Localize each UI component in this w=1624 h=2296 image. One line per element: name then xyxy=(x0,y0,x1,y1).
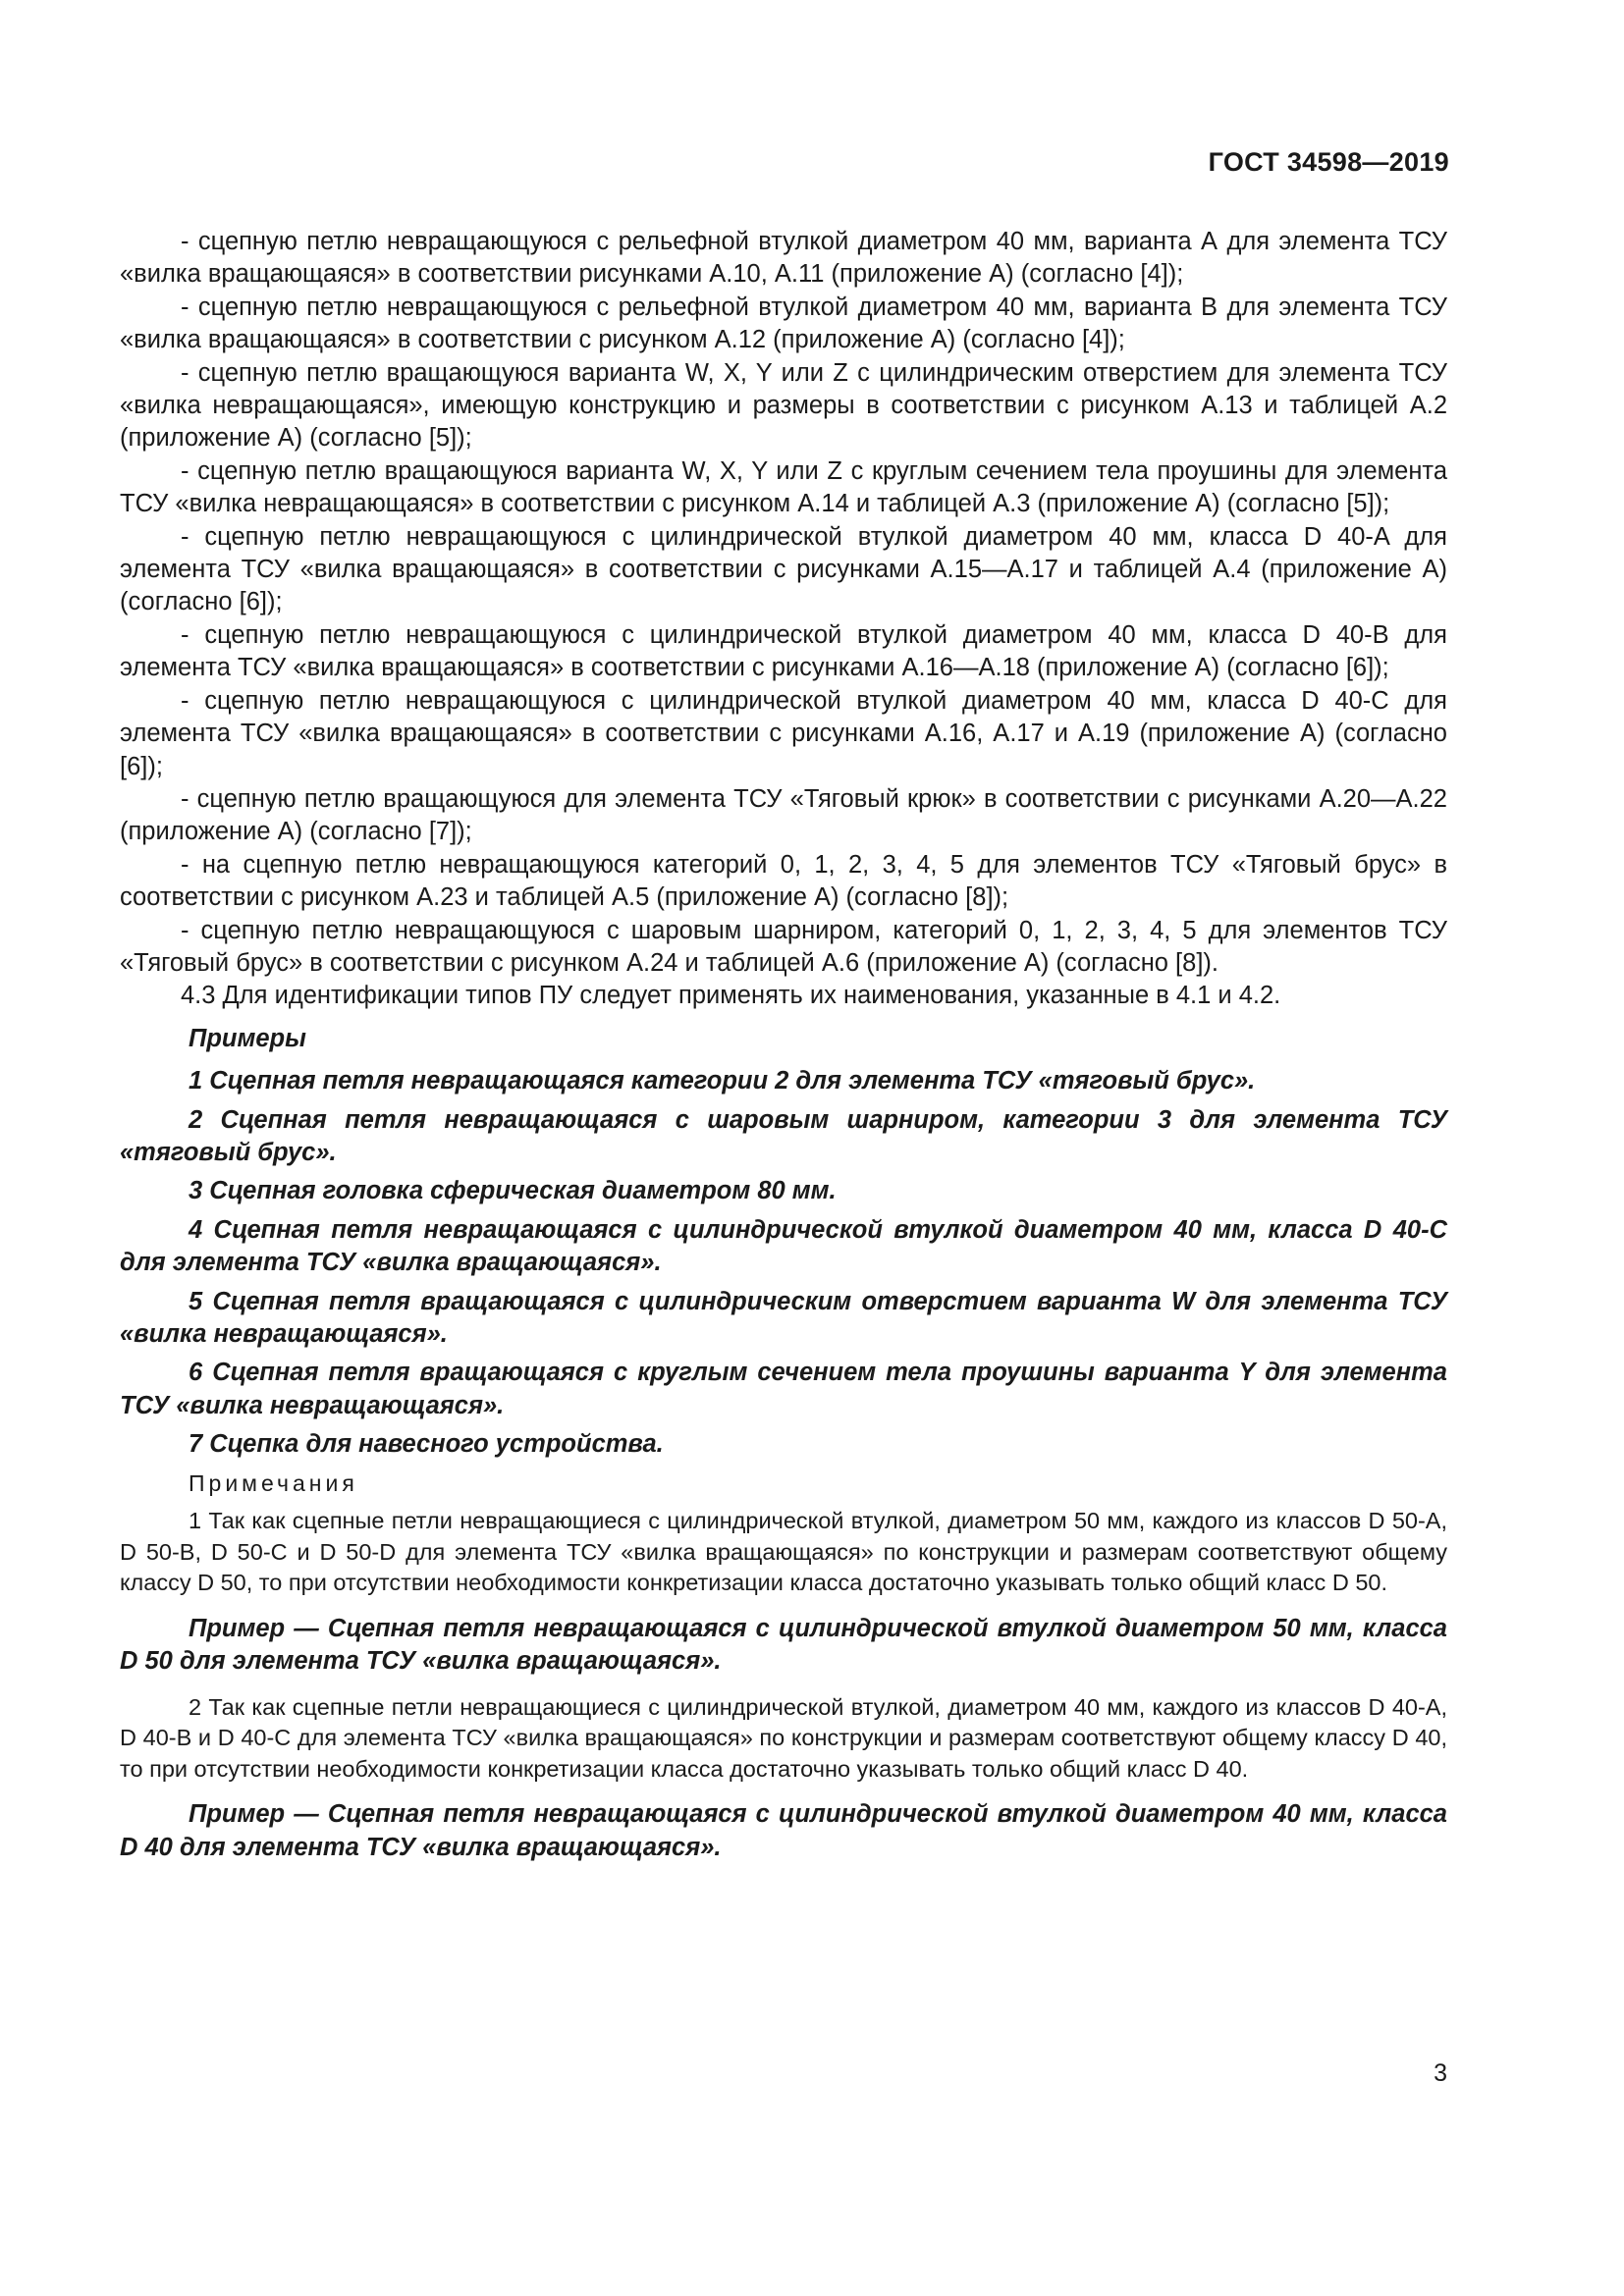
spacer xyxy=(120,1013,1447,1023)
example-item: 6 Сцепная петля вращающаяся с круглым сечением тела проушины варианта Y для элемента ТСУ «вилка невращающаяся». xyxy=(120,1359,1447,1419)
example-item: 7 Сцепка для навесного устройства. xyxy=(189,1430,664,1459)
list-item: - на сцепную петлю невращающуюся категорий 0, 1, 2, 3, 4, 5 для элементов ТСУ «Тяговый брус» в соответствии с рисунком А.23 и таблицей А.5 (приложение А) (согласно [8]); xyxy=(120,850,1447,912)
note-2: 2 Так как сцепные петли невращающиеся с цилиндрической втулкой, диаметром 40 мм, каждого из классов D 40-A, D 40-B и D 40-C для элемента ТСУ «вилка вращающаяся» по конструкции и размерам соответствуют общему классу D 40, то при отсутствии необходимости конкретизации класса достаточно указывать только общий класс D 40. xyxy=(120,1693,1447,1782)
note-2-example: Пример — Сцепная петля невращающаяся с цилиндрической втулкой диаметром 40 мм, класса D 40 для элемента ТСУ «вилка вращающаяся». xyxy=(120,1800,1447,1861)
page-number: 3 xyxy=(1434,2059,1447,2087)
example-item: 1 Сцепная петля невращающаяся категории 2 для элемента ТСУ «тяговый брус». xyxy=(189,1067,1256,1095)
note-1: 1 Так как сцепные петли невращающиеся с цилиндрической втулкой, диаметром 50 мм, каждого из классов D 50-A, D 50-B, D 50-C и D 50-D для элемента ТСУ «вилка вращающаяся» по конструкции и размерам соответствуют общему классу D 50, то при отсутствии необходимости конкретизации класса достаточно указывать только общий класс D 50. xyxy=(120,1508,1447,1596)
list-item: - сцепную петлю невращающуюся с шаровым шарниром, категорий 0, 1, 2, 3, 4, 5 для элементов ТСУ «Тяговый брус» в соответствии с рисунком А.24 и таблицей А.6 (приложение А) (согласно [8]). xyxy=(120,916,1447,977)
notes-heading: Примечания xyxy=(189,1469,358,1496)
clause-4-3: 4.3 Для идентификации типов ПУ следует применять их наименования, указанные в 4.1 и 4.2. xyxy=(181,982,1281,1010)
list-item: - сцепную петлю вращающуюся для элемента ТСУ «Тяговый крюк» в соответствии с рисунками А.20—А.22 (приложение А) (согласно [7]); xyxy=(120,784,1447,846)
example-item: 4 Сцепная петля невращающаяся с цилиндрической втулкой диаметром 40 мм, класса D 40-С для элемента ТСУ «вилка вращающаяся». xyxy=(120,1215,1447,1277)
document-body xyxy=(120,226,1447,1878)
list-item: - сцепную петлю невращающуюся с цилиндрической втулкой диаметром 40 мм, класса D 40-C для элемента ТСУ «вилка вращающаяся» в соответствии с рисунками А.16, А.17 и А.19 (приложение А) (согласно [6]); xyxy=(120,686,1447,780)
list-item: - сцепную петлю невращающуюся с цилиндрической втулкой диаметром 40 мм, класса D 40-A для элемента ТСУ «вилка вращающаяся» в соответствии с рисунками А.15—А.17 и таблицей А.4 (приложение А) (согласно [6]); xyxy=(120,522,1447,616)
example-item: 3 Сцепная головка сферическая диаметром 80 мм. xyxy=(189,1177,837,1205)
examples-heading: Примеры xyxy=(189,1024,306,1052)
list-item: - сцепную петлю вращающуюся варианта W, X, Y или Z с круглым сечением тела проушины для элемента ТСУ «вилка невращающаяся» в соответствии с рисунком А.14 и таблицей А.3 (приложение А) (согласно [5]); xyxy=(120,456,1447,518)
note-1-example: Пример — Сцепная петля невращающаяся с цилиндрической втулкой диаметром 50 мм, класса D 50 для элемента ТСУ «вилка вращающаяся». xyxy=(120,1614,1447,1676)
standard-code-header: ГОСТ 34598—2019 xyxy=(1208,147,1449,177)
example-item: 2 Сцепная петля невращающаяся с шаровым шарниром, категории 3 для элемента ТСУ «тяговый брус». xyxy=(120,1105,1447,1166)
example-item: 5 Сцепная петля вращающаяся с цилиндрическим отверстием варианта W для элемента ТСУ «вилка невращающаяся». xyxy=(120,1287,1447,1348)
list-item: - сцепную петлю вращающуюся варианта W, X, Y или Z с цилиндрическим отверстием для элемента ТСУ «вилка невращающаяся», имеющую конструкцию и размеры в соответствии с рисунком А.13 и таблицей А.2 (приложение А) (согласно [5]); xyxy=(120,358,1447,453)
list-item: - сцепную петлю невращающуюся с рельефной втулкой диаметром 40 мм, варианта А для элемента ТСУ «вилка вращающаяся» в соответствии рисунками А.10, А.11 (приложение А) (согласно [4]); xyxy=(120,228,1447,289)
list-item: - сцепную петлю невращающуюся с цилиндрической втулкой диаметром 40 мм, класса D 40-B для элемента ТСУ «вилка вращающаяся» в соответствии с рисунками А.16—А.18 (приложение А) (согласно [6]); xyxy=(120,620,1447,682)
list-item: - сцепную петлю невращающуюся с рельефной втулкой диаметром 40 мм, варианта В для элемента ТСУ «вилка вращающаяся» в соответствии с рисунком А.12 (приложение А) (согласно [4]); xyxy=(120,293,1447,354)
